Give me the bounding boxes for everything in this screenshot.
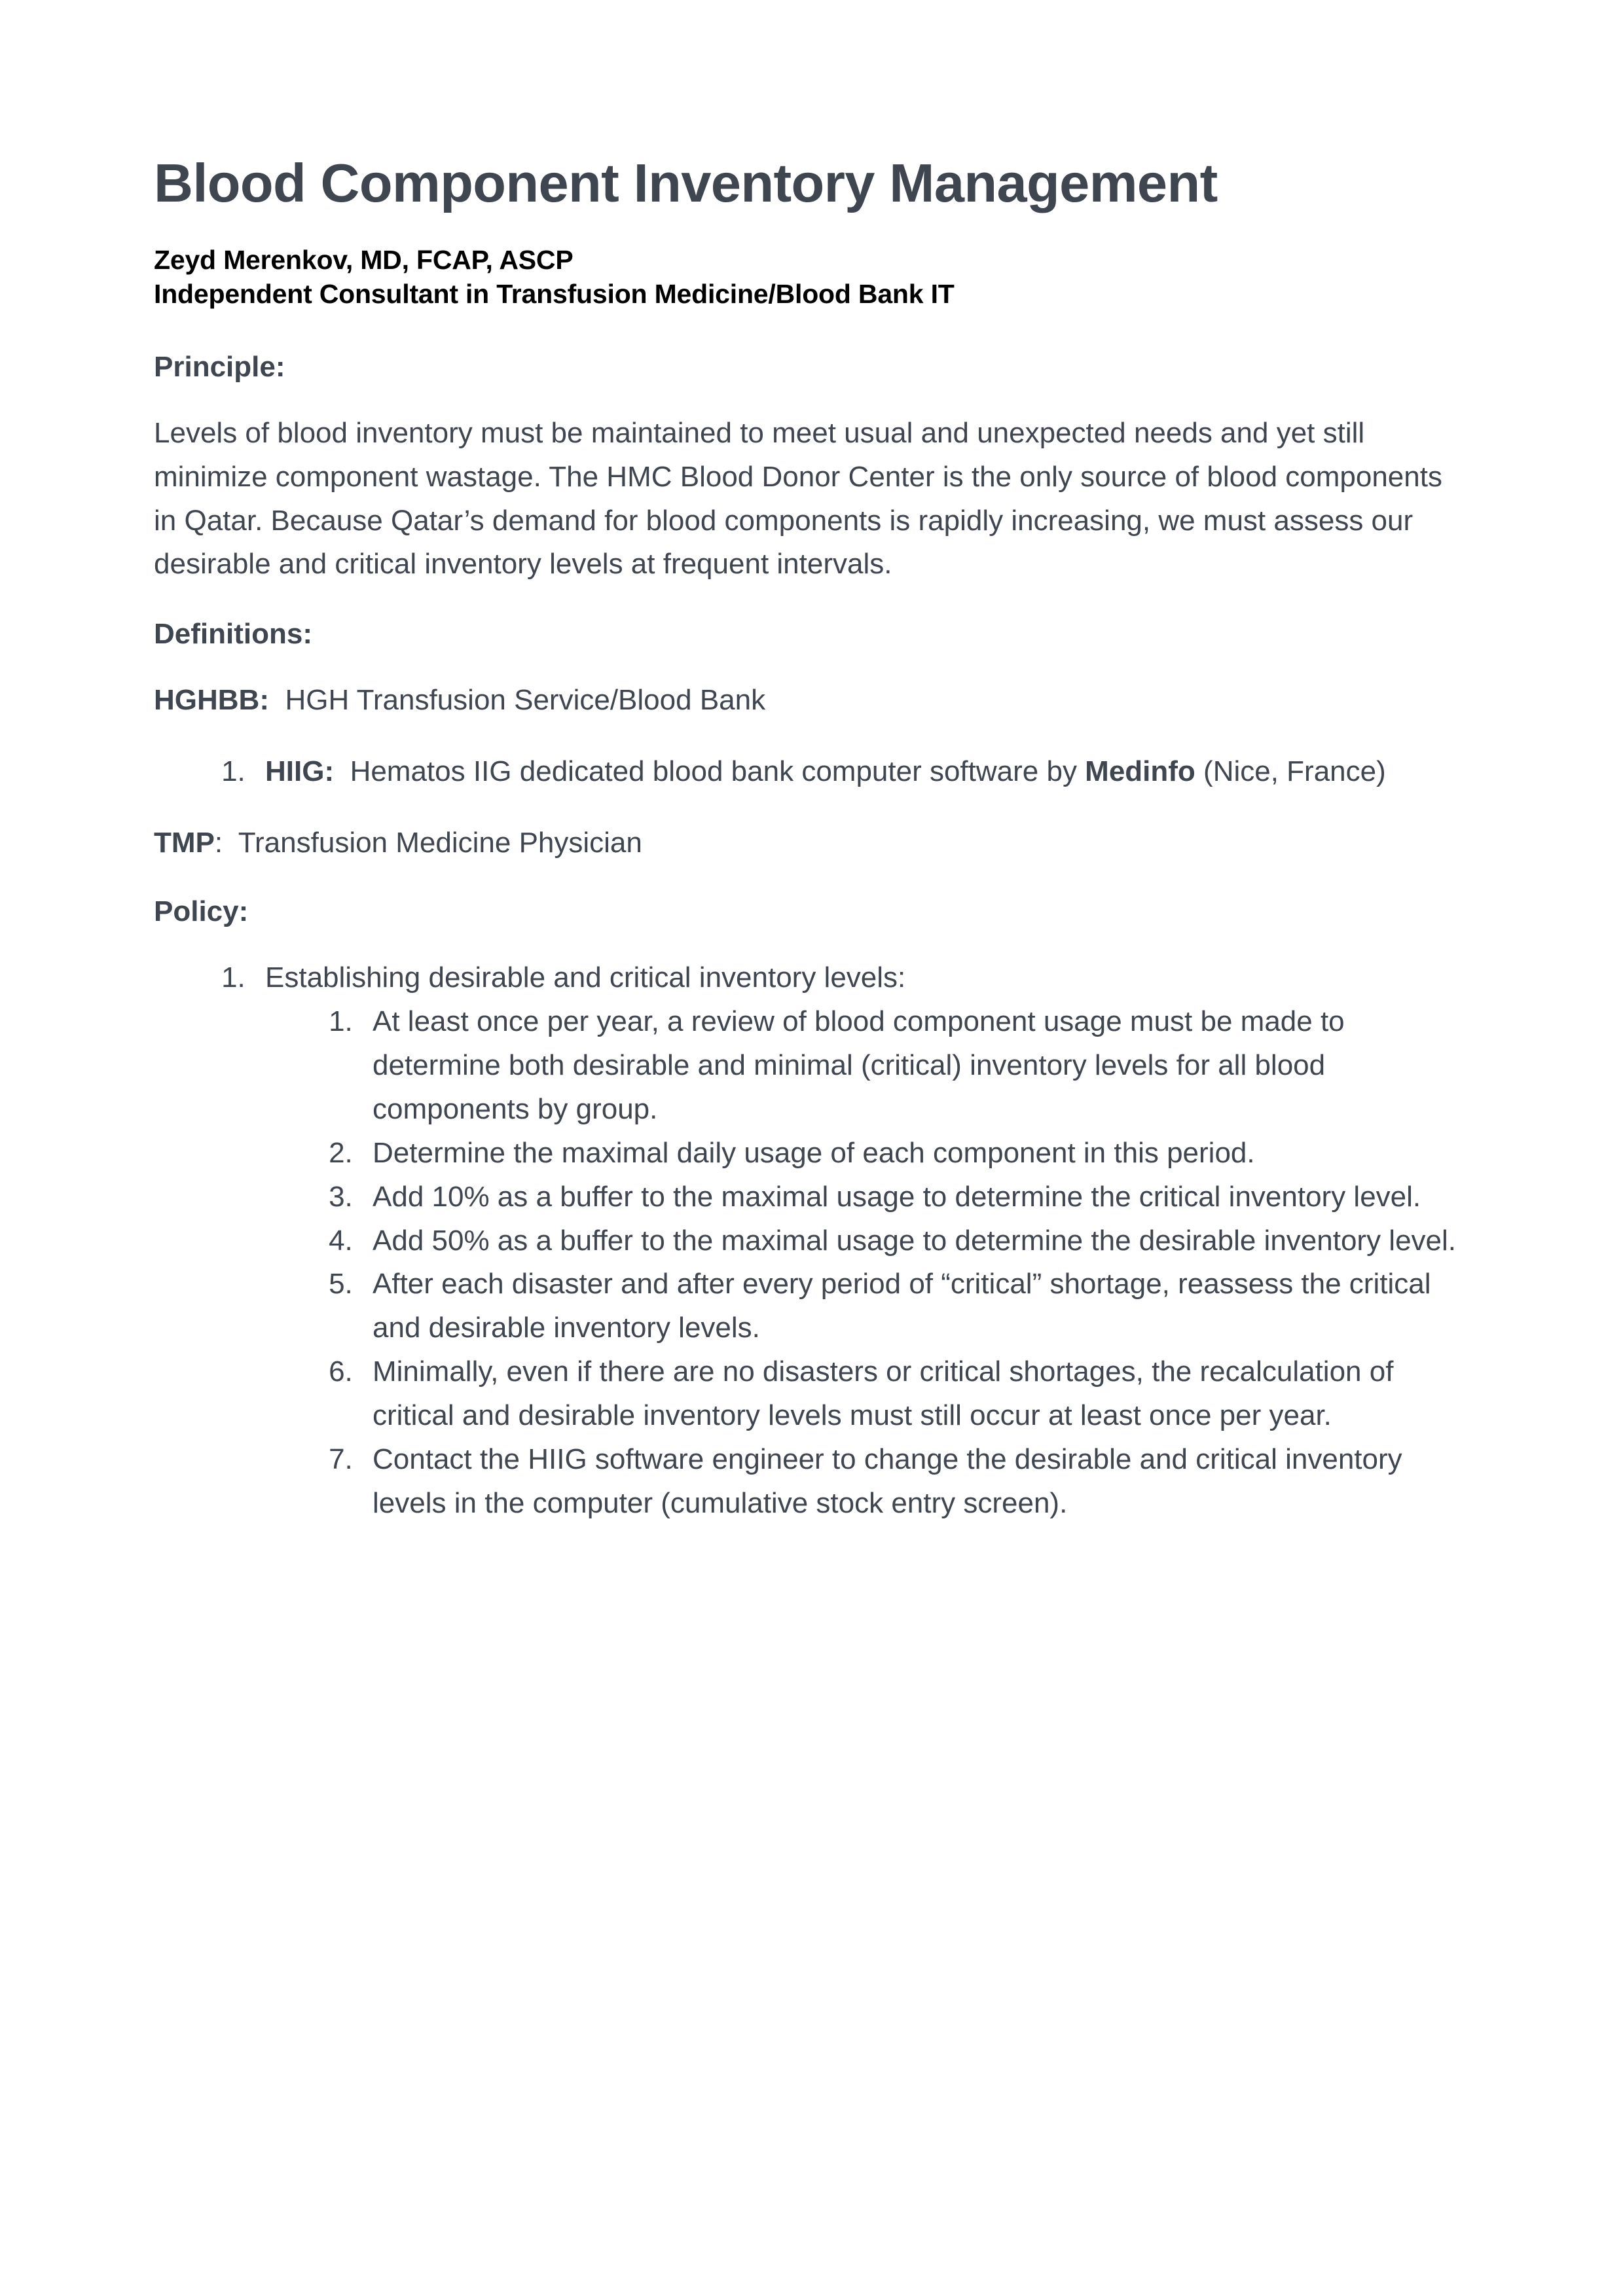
definition-tmp (154, 821, 1467, 865)
definition-hiig-term: HIIG: (265, 755, 335, 788)
definition-hiig-text-part1: Hematos IIG dedicated blood bank computer software by (350, 755, 1085, 788)
definition-hiig-text-part2: (Nice, France) (1195, 755, 1386, 788)
list-item (253, 956, 1467, 1525)
definition-tmp-term: TMP (154, 827, 215, 859)
list-item (361, 1350, 1467, 1438)
list-item (361, 1438, 1467, 1526)
policy-list (154, 956, 1467, 1525)
definition-tmp-separator: : (214, 827, 223, 859)
list-item (361, 1000, 1467, 1132)
principle-heading: Principle: (154, 350, 285, 383)
list-item (361, 1263, 1467, 1350)
policy-sub-item-7: Contact the HIIG software engineer to change the desirable and critical inventory levels in the computer (cumulative stock entry screen). (373, 1443, 1402, 1519)
author-affiliation: Independent Consultant in Transfusion Medicine/Blood Bank IT (154, 279, 955, 310)
definition-tmp-text: Transfusion Medicine Physician (238, 827, 642, 859)
author-name-credentials: Zeyd Merenkov, MD, FCAP, ASCP (154, 244, 574, 275)
list-item (253, 750, 1467, 794)
list-item (361, 1175, 1467, 1219)
policy-sub-list (265, 1000, 1467, 1526)
definition-hghbb-term: HGHBB: (154, 684, 269, 717)
definitions-list (154, 750, 1467, 794)
definition-hiig-vendor: Medinfo (1085, 755, 1195, 788)
page-title: Blood Component Inventory Management (154, 152, 1218, 213)
definition-hghbb (154, 679, 1467, 723)
author-block (154, 243, 1467, 312)
policy-sub-item-3: Add 10% as a buffer to the maximal usage to determine the critical inventory level. (373, 1180, 1421, 1213)
policy-heading: Policy: (154, 895, 249, 928)
definition-hghbb-text: HGH Transfusion Service/Blood Bank (285, 684, 766, 717)
policy-sub-item-5: After each disaster and after every period of “critical” shortage, reassess the critical and desirable inventory levels. (373, 1268, 1431, 1344)
principle-paragraph: Levels of blood inventory must be maintained to meet usual and unexpected needs and yet still minimize component wastage. The HMC Blood Donor Center is the only source of blood components in Qatar. Because Qatar’s demand for blood components is rapidly increasing, we must assess our desirable and critical inventory levels at frequent intervals. (154, 416, 1442, 581)
policy-item-1-label: Establishing desirable and critical inventory levels: (265, 961, 906, 994)
definitions-heading: Definitions: (154, 618, 312, 651)
list-item (361, 1219, 1467, 1263)
policy-sub-item-4: Add 50% as a buffer to the maximal usage to determine the desirable inventory level. (373, 1224, 1457, 1257)
policy-sub-item-2: Determine the maximal daily usage of each component in this period. (373, 1136, 1255, 1169)
policy-sub-item-6: Minimally, even if there are no disasters or critical shortages, the recalculation of critical and desirable inventory levels must still occur at least once per year. (373, 1355, 1394, 1431)
policy-sub-item-1: At least once per year, a review of blood component usage must be made to determine both desirable and minimal (critical) inventory levels for all blood components by group. (373, 1005, 1345, 1125)
list-item (361, 1132, 1467, 1175)
